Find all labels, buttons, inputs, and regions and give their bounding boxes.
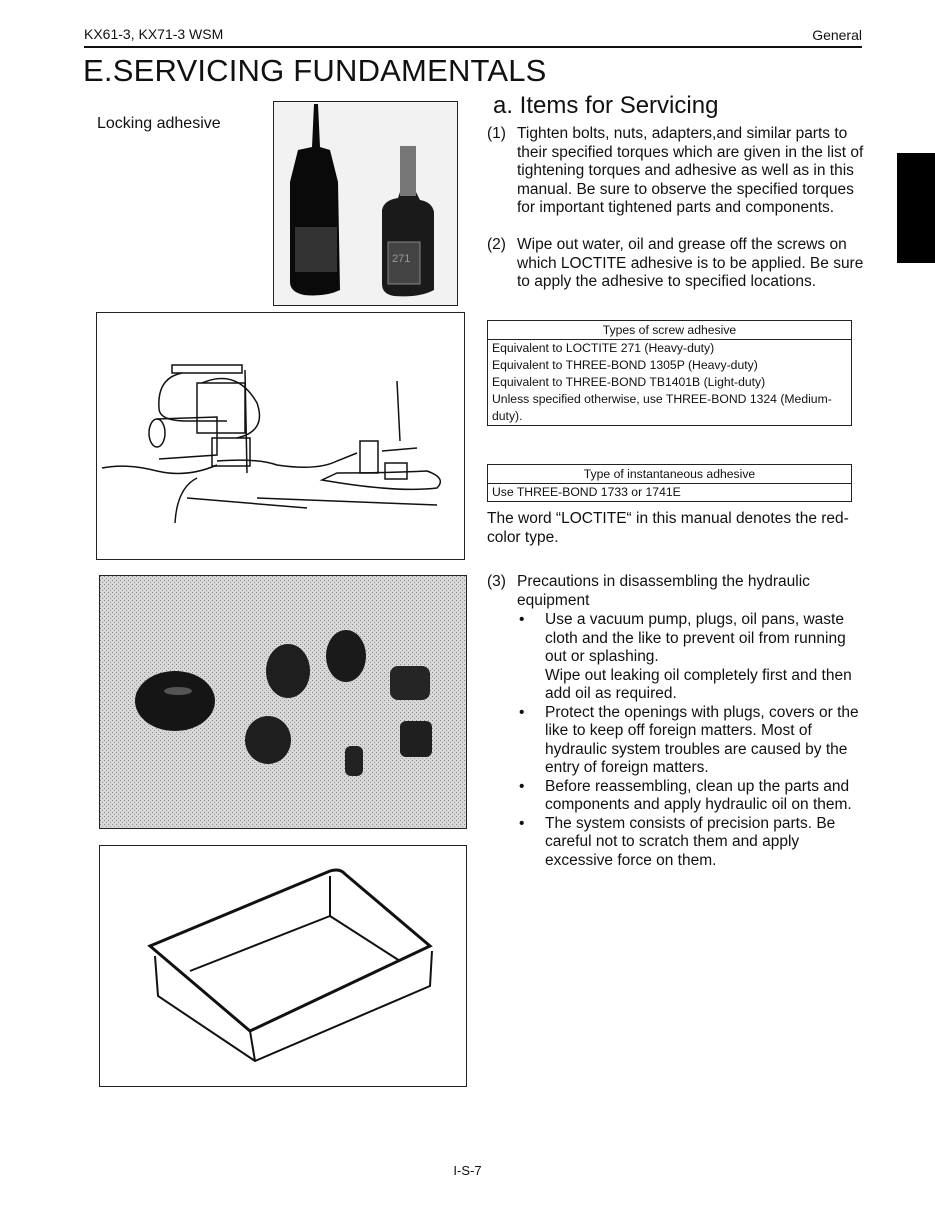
precautions-list <box>517 611 867 870</box>
bullet-icon: • <box>519 703 525 721</box>
loctite-note: The word “LOCTITE“ in this manual denotes the red-color type. <box>487 510 849 546</box>
pump-line-drawing <box>97 313 464 559</box>
screw-adhesive-table <box>487 320 852 426</box>
item-number: (3) <box>487 573 506 590</box>
plugs-photo-content <box>100 576 466 828</box>
adhesive-bottles-photo <box>273 101 458 306</box>
bullet-icon: • <box>519 777 525 795</box>
bullet-text: Protect the openings with plugs, covers or the like to keep off foreign matters. Most of hydraulic system troubles are caused by the entry of foreign matters. <box>545 703 859 776</box>
bullet-text: Before reassembling, clean up the parts and components and apply hydraulic oil on them. <box>545 777 852 813</box>
table-header: Type of instantaneous adhesive <box>488 465 851 484</box>
item-text: Tighten bolts, nuts, adapters,and similar parts to their specified torques which are given in the list of tightening torques and adhesive as well as in this manual. Be sure to observe the specified torques for important tightened parts and components. <box>517 125 864 216</box>
bullet-icon: • <box>519 611 525 628</box>
hydraulic-pump-drawing <box>96 312 465 560</box>
list-item <box>519 703 867 778</box>
list-item <box>519 611 867 704</box>
bottles-illustration <box>274 102 457 305</box>
item-text: Wipe out water, oil and grease off the screws on which LOCTITE adhesive is to be applied. Be sure to apply the adhesive to specified locations. <box>517 236 864 290</box>
manual-model-header: KX61-3, KX71-3 WSM <box>84 26 224 42</box>
chapter-thumb-tab <box>897 153 935 263</box>
table-row: Use THREE-BOND 1733 or 1741E <box>492 485 681 499</box>
plugs-photo <box>99 575 467 829</box>
table-row: Equivalent to LOCTITE 271 (Heavy-duty) <box>492 341 715 355</box>
table-row: Equivalent to THREE-BOND 1305P (Heavy-duty) <box>492 358 758 372</box>
instantaneous-adhesive-table <box>487 464 852 502</box>
header-divider <box>84 46 862 48</box>
list-item <box>519 814 867 871</box>
bullet-extra-text: Wipe out leaking oil completely first and then add oil as required. <box>545 666 852 702</box>
item-text: Precautions in disassembling the hydraulic equipment <box>517 573 810 609</box>
table-header: Types of screw adhesive <box>488 321 851 340</box>
item-1 <box>487 125 867 218</box>
bullet-text: The system consists of precision parts. Be careful not to scratch them and apply excessive force on them. <box>545 814 836 869</box>
page-title: E.SERVICING FUNDAMENTALS <box>83 53 547 88</box>
item-number: (2) <box>487 236 506 253</box>
svg-text:271: 271 <box>392 253 411 265</box>
page-number: I-S-7 <box>453 1163 482 1178</box>
bullet-text: Use a vacuum pump, plugs, oil pans, waste cloth and the like to prevent oil from running out or splashing. <box>545 611 846 665</box>
item-number: (1) <box>487 125 506 142</box>
section-header: General <box>812 27 862 43</box>
locking-adhesive-label: Locking adhesive <box>97 115 221 132</box>
list-item <box>519 777 867 815</box>
bullet-icon: • <box>519 814 525 832</box>
table-row: Unless specified otherwise, use THREE-BOND 1324 (Medium-duty). <box>492 392 832 423</box>
item-3 <box>487 573 867 610</box>
table-row: Equivalent to THREE-BOND TB1401B (Light-duty) <box>492 375 766 389</box>
oil-pan-line-drawing <box>100 846 466 1086</box>
oil-pan-drawing <box>99 845 467 1087</box>
section-a-heading: a. Items for Servicing <box>493 92 719 119</box>
item-2 <box>487 236 867 292</box>
